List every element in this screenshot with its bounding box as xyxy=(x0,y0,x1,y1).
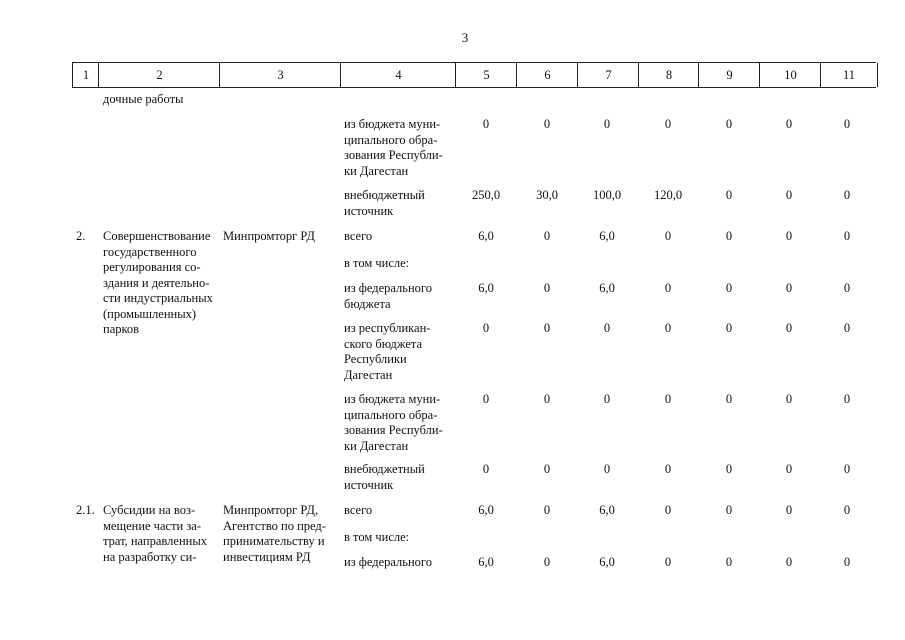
value-col-6: 0 xyxy=(543,229,551,243)
value-col-11: 0 xyxy=(843,392,851,406)
value-col-8: 0 xyxy=(664,281,672,295)
value-col-11: 0 xyxy=(843,321,851,335)
executor-line: инвестициям РД xyxy=(223,549,311,564)
funding-source-line: ципального обра- xyxy=(344,407,438,422)
header-col-4: 4 xyxy=(340,63,456,87)
value-col-7: 100,0 xyxy=(592,188,622,202)
value-col-8: 120,0 xyxy=(653,188,683,202)
value-col-10: 0 xyxy=(785,117,793,131)
funding-source-line: Дагестан xyxy=(344,367,393,382)
measure-name-line: парков xyxy=(103,322,140,336)
value-col-11: 0 xyxy=(843,117,851,131)
value-col-6: 0 xyxy=(543,503,551,517)
funding-source-line: ципального обра- xyxy=(344,132,438,147)
value-col-11: 0 xyxy=(843,555,851,569)
funding-source-line: бюджета xyxy=(344,296,391,311)
value-col-9: 0 xyxy=(725,321,733,335)
value-col-8: 0 xyxy=(664,392,672,406)
measure-name-line: мещение части за- xyxy=(103,518,201,533)
value-col-10: 0 xyxy=(785,503,793,517)
value-col-7: 0 xyxy=(603,117,611,131)
value-col-9: 0 xyxy=(725,281,733,295)
funding-source-line: ки Дагестан xyxy=(344,438,409,453)
value-col-10: 0 xyxy=(785,555,793,569)
header-col-5: 5 xyxy=(455,63,517,87)
funding-source-line: из республикан- xyxy=(344,321,431,335)
funding-source-line: зования Республи- xyxy=(344,423,443,437)
value-col-8: 0 xyxy=(664,229,672,243)
value-col-10: 0 xyxy=(785,229,793,243)
funding-source-line: всего xyxy=(344,503,373,517)
measure-name-line: Субсидии на воз- xyxy=(103,503,196,517)
measure-name-line: регулирования со- xyxy=(103,260,201,274)
funding-source-line: источник xyxy=(344,203,394,218)
value-col-8: 0 xyxy=(664,555,672,569)
carry-over-text: дочные работы xyxy=(103,92,184,106)
value-col-11: 0 xyxy=(843,188,851,202)
measure-name-line: трат, направленных xyxy=(103,534,207,548)
value-col-11: 0 xyxy=(843,281,851,295)
funding-source-line: Республики xyxy=(344,352,407,366)
value-col-7: 0 xyxy=(603,462,611,476)
value-col-9: 0 xyxy=(725,392,733,406)
funding-source-line: из бюджета муни- xyxy=(344,117,441,131)
measure-name-line: (промышленных) xyxy=(103,306,197,321)
measure-name-line: сти индустриальных xyxy=(103,291,213,305)
value-col-11: 0 xyxy=(843,229,851,243)
value-col-10: 0 xyxy=(785,188,793,202)
value-col-8: 0 xyxy=(664,321,672,335)
header-col-6: 6 xyxy=(516,63,578,87)
value-col-9: 0 xyxy=(725,462,733,476)
header-col-8: 8 xyxy=(638,63,699,87)
table-header xyxy=(72,62,876,88)
value-col-7: 6,0 xyxy=(599,503,615,517)
value-col-5: 250,0 xyxy=(471,188,501,202)
value-col-7: 6,0 xyxy=(599,229,615,243)
value-col-7: 0 xyxy=(603,321,611,335)
executor-line: Агентство по пред- xyxy=(223,518,326,533)
measure-name-line: Совершенствование xyxy=(103,229,211,243)
page-number: 3 xyxy=(461,30,469,45)
value-col-10: 0 xyxy=(785,462,793,476)
header-col-7: 7 xyxy=(577,63,639,87)
value-col-5: 6,0 xyxy=(478,503,494,517)
measure-name-line: на разработку си- xyxy=(103,549,197,564)
value-col-7: 6,0 xyxy=(599,555,615,569)
funding-source-line: из федерального xyxy=(344,281,432,295)
funding-source-line: внебюджетный xyxy=(344,462,425,476)
value-col-5: 6,0 xyxy=(478,555,494,569)
funding-source-line: ки Дагестан xyxy=(344,163,409,178)
funding-source-line: из федерального xyxy=(344,555,432,569)
value-col-9: 0 xyxy=(725,503,733,517)
value-col-10: 0 xyxy=(785,321,793,335)
value-col-8: 0 xyxy=(664,117,672,131)
header-col-3: 3 xyxy=(219,63,341,87)
value-col-5: 0 xyxy=(482,392,490,406)
header-col-1: 1 xyxy=(72,63,99,87)
funding-source-line: источник xyxy=(344,477,394,492)
funding-source-line: ского бюджета xyxy=(344,336,423,351)
value-col-6: 0 xyxy=(543,117,551,131)
value-col-10: 0 xyxy=(785,392,793,406)
header-col-2: 2 xyxy=(98,63,220,87)
executor-line: Минпромторг РД xyxy=(223,229,315,243)
section-number: 2. xyxy=(76,229,86,243)
measure-name-line: здания и деятельно- xyxy=(103,275,210,290)
value-col-9: 0 xyxy=(725,229,733,243)
value-col-6: 0 xyxy=(543,392,551,406)
funding-source-line: внебюджетный xyxy=(344,188,425,202)
value-col-7: 0 xyxy=(603,392,611,406)
value-col-6: 0 xyxy=(543,462,551,476)
value-col-6: 0 xyxy=(543,555,551,569)
value-col-11: 0 xyxy=(843,462,851,476)
header-col-9: 9 xyxy=(698,63,760,87)
funding-source-line: зования Республи- xyxy=(344,148,443,162)
value-col-9: 0 xyxy=(725,188,733,202)
value-col-7: 6,0 xyxy=(599,281,615,295)
value-col-5: 0 xyxy=(482,117,490,131)
funding-source-line: в том числе: xyxy=(344,256,410,270)
measure-name-line: государственного xyxy=(103,244,197,259)
executor-line: принимательству и xyxy=(223,534,325,548)
section-number: 2.1. xyxy=(76,503,95,517)
header-col-10: 10 xyxy=(759,63,821,87)
executor-line: Минпромторг РД, xyxy=(223,503,319,517)
value-col-6: 30,0 xyxy=(536,188,558,202)
header-col-11: 11 xyxy=(820,63,878,87)
funding-source-line: в том числе: xyxy=(344,530,410,544)
value-col-5: 6,0 xyxy=(478,281,494,295)
value-col-5: 6,0 xyxy=(478,229,494,243)
funding-source-line: всего xyxy=(344,229,373,243)
value-col-6: 0 xyxy=(543,281,551,295)
value-col-5: 0 xyxy=(482,462,490,476)
value-col-11: 0 xyxy=(843,503,851,517)
funding-source-line: из бюджета муни- xyxy=(344,392,441,406)
value-col-8: 0 xyxy=(664,462,672,476)
value-col-9: 0 xyxy=(725,555,733,569)
value-col-8: 0 xyxy=(664,503,672,517)
value-col-9: 0 xyxy=(725,117,733,131)
value-col-10: 0 xyxy=(785,281,793,295)
value-col-5: 0 xyxy=(482,321,490,335)
value-col-6: 0 xyxy=(543,321,551,335)
